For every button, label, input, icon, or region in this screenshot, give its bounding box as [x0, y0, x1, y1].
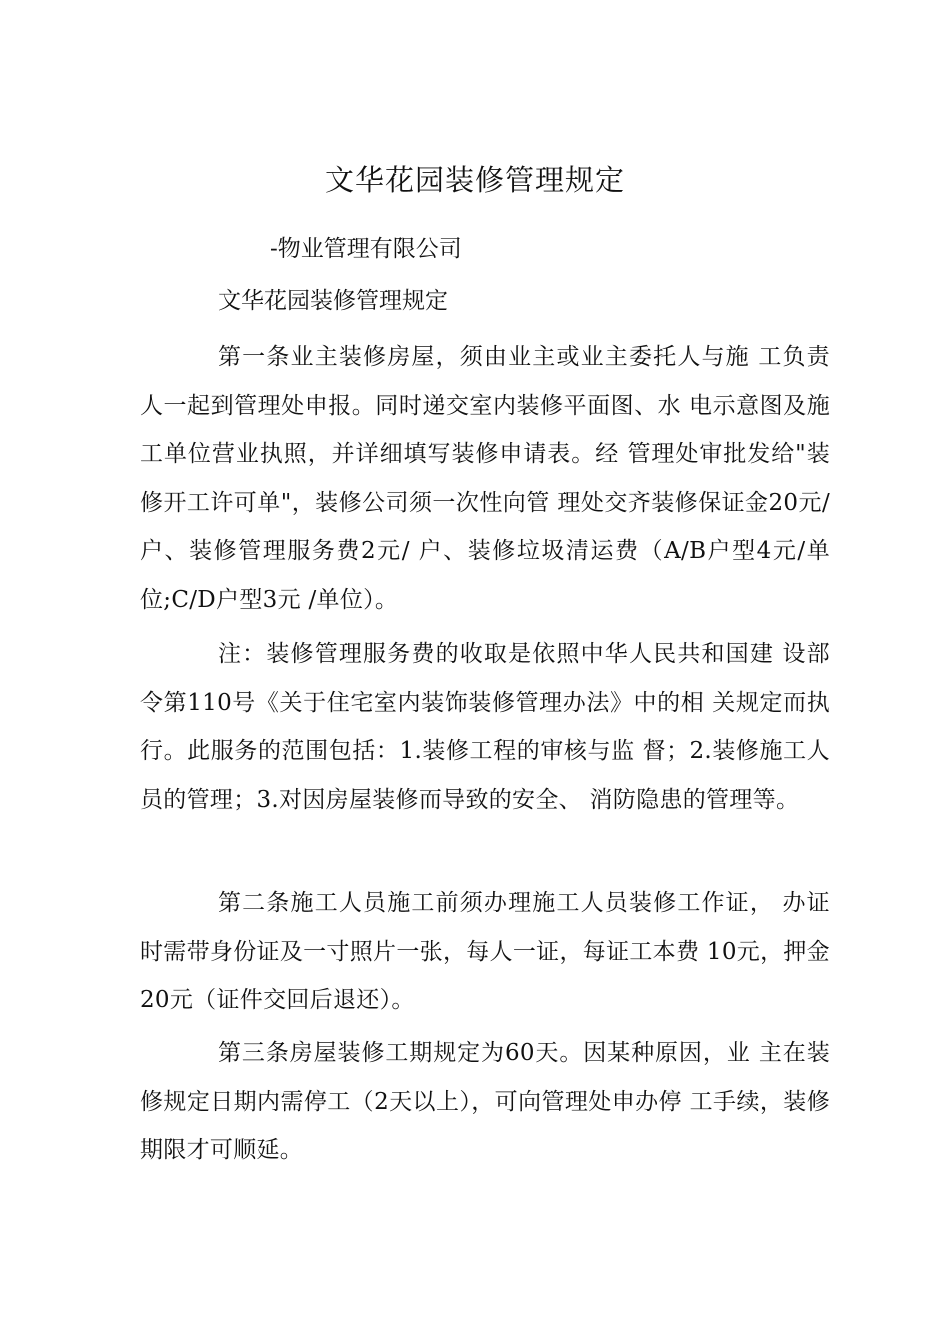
paragraph-article-3: 第三条房屋装修工期规定为60天。因某种原因，业 主在装修规定日期内需停工（2天以上），可向管理处申办停 工手续，装修期限才可顺延。	[140, 1040, 830, 1163]
paragraph-note: 注：装修管理服务费的收取是依照中华人民共和国建 设部令第110号《关于住宅室内装饰装修管理办法》中的相 关规定而执行。此服务的范围包括：1.装修工程的审核与监 督；2.装修施工人员的管理；3.对因房屋装修而导致的安全、 消防隐患的管理等。	[140, 641, 830, 813]
document-subtitle: -物业管理有限公司	[270, 236, 462, 262]
paragraph-article-2: 第二条施工人员施工前须办理施工人员装修工作证， 办证时需带身份证及一寸照片一张，每人一证，每证工本费 10元，押金20元（证件交回后退还）。	[140, 890, 830, 1013]
section-heading: 文华花园装修管理规定	[218, 288, 448, 314]
paragraph-article-1: 第一条业主装修房屋，须由业主或业主委托人与施 工负责人一起到管理处申报。同时递交室内装修平面图、水 电示意图及施工单位营业执照，并详细填写装修申请表。经 管理处审批发给"装修开工许可单"，装修公司须一次性向管 理处交齐装修保证金20元/户、装修管理服务费2元/ 户、装修垃圾清运费（A/B户型4元/单位;C/D户型3元 /单位）。	[140, 344, 830, 613]
document-title: 文华花园装修管理规定	[324, 163, 625, 197]
